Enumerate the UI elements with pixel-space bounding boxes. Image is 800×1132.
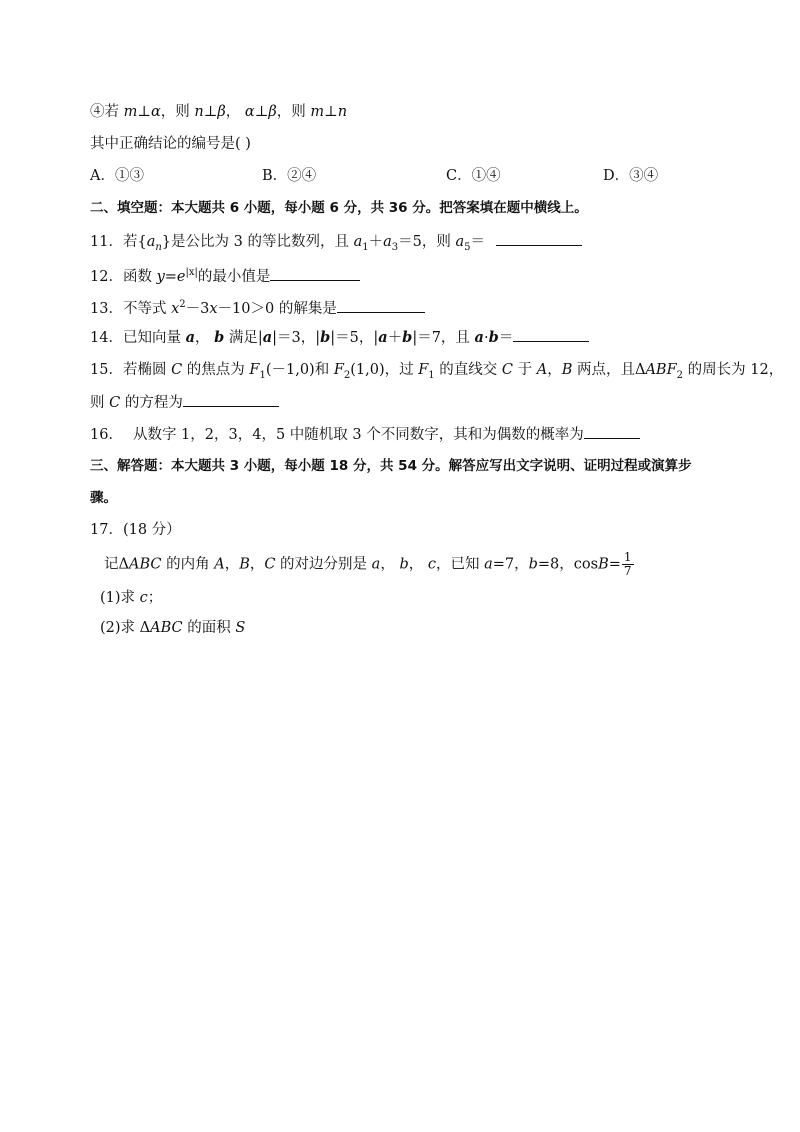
q13-answer-blank[interactable] [337, 298, 425, 313]
q13: 13．不等式 $x^2-3x-10>0$ 的解集是 [90, 295, 425, 319]
q17-part-1: (1)求 c； [100, 590, 163, 606]
q17-header: 17．(18 分） [90, 522, 181, 538]
q10-option-c: C．①④ [446, 168, 501, 184]
q10-option-b: B．②④ [262, 168, 317, 184]
q10-question: 其中正确结论的编号是( ) [90, 136, 251, 152]
fraction-one-seventh: $\frac{1}{7}$ [623, 550, 632, 578]
q12-answer-blank[interactable] [270, 266, 360, 281]
q15-answer-blank[interactable] [183, 392, 279, 407]
q16: 16． 从数字 1，2，3，4，5 中随机取 3 个不同数字，其和为偶数的概率为 [90, 424, 640, 445]
q14-answer-blank[interactable] [513, 327, 589, 342]
q11-answer-blank[interactable] [496, 231, 582, 246]
q10-option-a: A．①③ [90, 168, 144, 184]
q17-statement: 记ΔABC 的内角 A，B，C 的对边分别是 a， b， c，已知 a=7，b=8，cosB= $\frac{1}{7}$ [104, 550, 632, 578]
q16-answer-blank[interactable] [584, 424, 640, 439]
section-3-heading-line-1: 三、解答题：本大题共 3 小题，每小题 18 分，共 54 分。解答应写出文字说明、证明过程或演算步 [90, 458, 692, 474]
q10-option-d: D．③④ [603, 168, 659, 184]
q11: 11．若$\{a_n\}$是公比为 3 的等比数列，且 $a_1+a_3=5$，则 $a_5=$ [90, 231, 582, 258]
section-3-heading-line-2: 骤。 [90, 490, 117, 506]
q15-line-2: 则 C 的方程为 [90, 392, 279, 413]
q10-item-4: ④若 m⊥α，则 n⊥β， α⊥β，则 m⊥n [90, 104, 348, 120]
q14: 14．已知向量 a， b 满足|a|＝3，|b|＝5，|a＋b|＝7，且 a·b＝ [90, 327, 589, 348]
section-2-heading: 二、填空题：本大题共 6 小题，每小题 6 分，共 36 分。把答案填在题中横线上。 [90, 200, 588, 216]
q15-line-1: 15．若椭圆 C 的焦点为 $F_1(-1,0)$和 $F_2(1,0)$，过 $F_1$ 的直线交 C 于 A，B 两点，且$\Delta ABF_2$ 的周长为 12， [90, 362, 784, 381]
q12: 12．函数 $y=e^{|x|}$的最小值是 [90, 263, 360, 287]
q17-part-2: (2)求 ΔABC 的面积 S [100, 620, 246, 636]
